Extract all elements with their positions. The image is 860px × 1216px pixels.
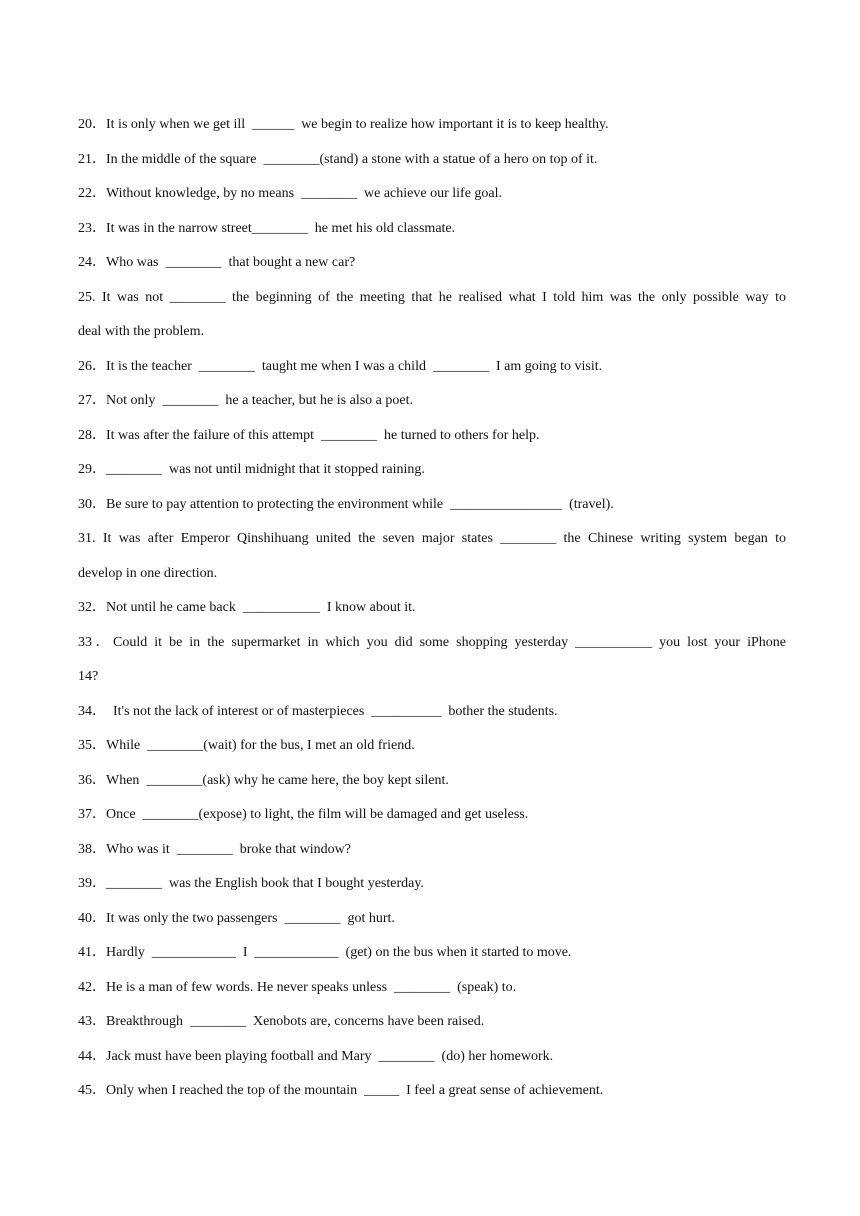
question-35: 35．While ________(wait) for the bus, I met an old friend. [78,738,415,753]
question-41: 41．Hardly ____________ I ____________ (get) on the bus when it started to move. [78,945,572,960]
question-40: 40．It was only the two passengers ________ got hurt. [78,910,395,926]
question-36: 36．When ________(ask) why he came here, the boy kept silent. [78,772,449,788]
question-31-line-2: develop in one direction. [78,565,218,581]
question-25-line-2: deal with the problem. [78,324,204,339]
question-24: 24．Who was ________ that bought a new car? [78,255,356,270]
question-38: 38．Who was it ________ broke that window? [78,841,351,857]
question-31-line-1: 31. It was after Emperor Qinshihuang united the seven major states ________ the Chinese writing system began to [78,531,786,546]
question-33-line-1: 33．Could it be in the supermarket in which you did some shopping yesterday ___________ you lost your iPhone [78,634,786,650]
question-39: 39．________ was the English book that I bought yesterday. [78,876,424,891]
question-44: 44．Jack must have been playing football and Mary ________ (do) her homework. [78,1048,554,1064]
question-26: 26．It is the teacher ________ taught me when I was a child ________ I am going to visit. [78,358,603,374]
question-45: 45．Only when I reached the top of the mountain _____ I feel a great sense of achievement. [78,1083,604,1098]
question-43: 43．Breakthrough ________ Xenobots are, concerns have been raised. [78,1014,485,1029]
question-37: 37．Once ________(expose) to light, the film will be damaged and get useless. [78,807,529,822]
question-21: 21．In the middle of the square ________(stand) a stone with a statue of a hero on top of it. [78,151,598,167]
question-29: 29．________ was not until midnight that it stopped raining. [78,462,425,477]
question-25-line-1: 25. It was not ________ the beginning of the meeting that he realised what I told him was the only possible way to [78,289,786,305]
question-23: 23．It was in the narrow street________ he met his old classmate. [78,220,456,236]
question-30: 30．Be sure to pay attention to protecting the environment while ________________ (travel). [78,496,614,512]
question-42: 42．He is a man of few words. He never speaks unless ________ (speak) to. [78,979,517,995]
question-22: 22．Without knowledge, by no means ________ we achieve our life goal. [78,186,503,201]
question-34: 34． It's not the lack of interest or of masterpieces __________ bother the students. [78,703,558,719]
question-27: 27．Not only ________ he a teacher, but he is also a poet. [78,393,413,408]
exercise-list [78,108,786,1109]
question-32: 32．Not until he came back ___________ I know about it. [78,600,416,615]
question-28: 28．It was after the failure of this attempt ________ he turned to others for help. [78,427,540,443]
question-33-line-2: 14? [78,669,99,684]
question-20: 20．It is only when we get ill ______ we begin to realize how important it is to keep healthy. [78,117,609,132]
